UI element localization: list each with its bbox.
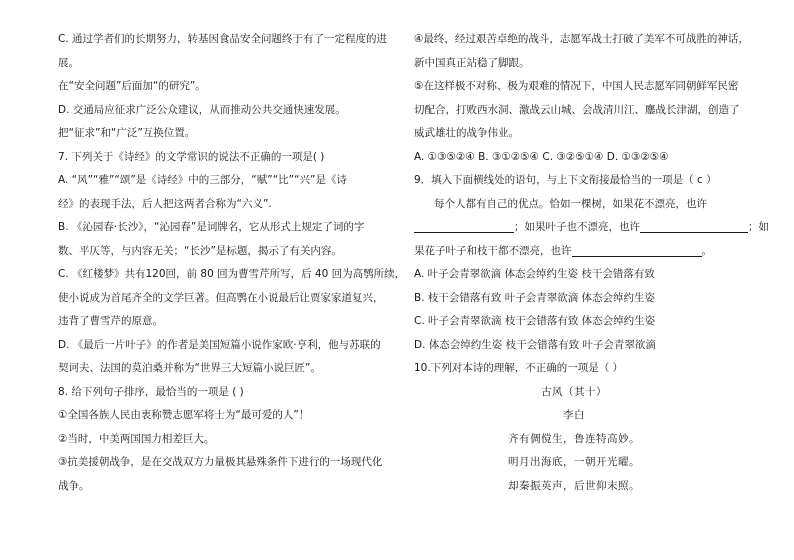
fill-blank-1[interactable]: [414, 219, 514, 233]
q9-passage-text: 。: [701, 244, 712, 257]
q9-option-a: A. 叶子会青翠欲滴 体态会绰约生姿 枝干会错落有致: [414, 268, 655, 280]
q9-option-b: B. 枝干会错落有致 叶子会青翠欲滴 体态会绰约生姿: [414, 291, 656, 304]
poem-author: 李白: [563, 409, 585, 421]
q8-answer-options: A. ①③⑤②④ B. ③①②⑤④ C. ③②⑤①④ D. ①③②⑤④: [414, 150, 669, 163]
poem-title: 古风（其十）: [541, 385, 607, 398]
poem-line: 明月出海底，一朝开光曜。: [508, 456, 640, 468]
poem-line: 却秦振英声，后世仰末照。: [508, 479, 640, 492]
q8-sentence-5: 切配合，打败西水洞、激战云山城、会战清川江、鏖战长津湖，创造了: [414, 103, 740, 116]
q7-option-d: D. 《最后一片叶子》的作者是美国短篇小说作家欧·亨利，他与苏联的: [58, 338, 381, 351]
q8-sentence-3: 战争。: [58, 479, 90, 492]
q9-passage-text: 果花子叶子和枝干都不漂亮，也许: [414, 244, 572, 257]
q7-option-b: B. 《沁园春·长沙》，“沁园春”是词牌名，它从形式上规定了词的字: [58, 221, 365, 233]
correction-text: 在“安全问题”后面加“的研究”。: [58, 80, 206, 92]
option-c-line: 展。: [58, 56, 79, 69]
fill-blank-2[interactable]: [640, 219, 748, 233]
question-9-stem: 9．填入下面横线处的语句，与上下文衔接最恰当的一项是（ c ）: [414, 174, 717, 186]
q7-option-a: 经》的表现手法，后人把这两者合称为“六义”.: [58, 197, 272, 210]
poem-line: 齐有倜傥生，鲁连特高妙。: [508, 432, 640, 445]
q8-sentence-2: ②当时，中美两国国力相差巨大。: [58, 432, 215, 445]
q7-option-d: 契诃夫、法国的莫泊桑并称为“世界三大短篇小说巨匠”。: [58, 362, 321, 374]
right-column: [414, 28, 769, 498]
left-column: [58, 28, 406, 498]
q8-sentence-5: ⑤在这样极不对称、极为艰难的情况下，中国人民志愿军同朝鲜军民密: [414, 80, 739, 92]
q8-sentence-3: ③抗美援朝战争，是在交战双方力量极其悬殊条件下进行的一场现代化: [58, 456, 383, 468]
q8-sentence-4: 新中国真正站稳了脚跟。: [414, 56, 530, 69]
q7-option-c: C. 《红楼梦》共有120回，前 80 回为曹雪芹所写，后 40 回为高鹗所续，: [58, 268, 406, 280]
option-d-line: D. 交通局应征求广泛公众建议，从而推动公共交通快速发展。: [58, 103, 346, 116]
q8-sentence-4: ④最终，经过艰苦卓绝的战斗，志愿军战士打破了美军不可战胜的神话，: [414, 33, 749, 45]
option-c-line: C. 通过学者们的长期努力，转基因食品安全问题终于有了一定程度的进: [58, 33, 388, 45]
q9-passage: [414, 216, 769, 240]
correction-text: 把“征求”和“广泛”互换位置。: [58, 127, 196, 139]
q8-sentence-1: ①全国各族人民由衷称赞志愿军将士为“最可爱的人”！: [58, 409, 310, 421]
q9-passage: [414, 240, 734, 264]
q8-sentence-5: 威武雄壮的战争伟业。: [414, 127, 519, 139]
question-7-stem: 7. 下列关于《诗经》的文学常识的说法不正确的一项是( ): [58, 150, 325, 163]
q9-option-c: C. 叶子会青翠欲滴 枝干会错落有致 体态会绰约生姿: [414, 315, 656, 327]
q9-passage-text: ；如果叶子也不漂亮，也许: [514, 221, 640, 233]
q9-passage-text: ；如: [748, 221, 769, 233]
q9-passage: 每个人都有自己的优点。恰如一棵树，如果花不漂亮，也许: [434, 197, 707, 210]
q7-option-c: 违背了曹雪芹的原意。: [58, 315, 163, 327]
q7-option-a: A. “风”“雅”“颂”是《诗经》中的三部分，“赋”“比”“兴”是《诗: [58, 174, 347, 186]
question-10-stem: 10.下列对本诗的理解，不正确的一项是（ ）: [414, 362, 624, 374]
q7-option-c: 使小说成为首尾齐全的文学巨著。但高鹗在小说最后让贾家家道复兴，: [58, 291, 384, 304]
question-8-stem: 8. 给下列句子排序，最恰当的一项是 ( ): [58, 385, 244, 398]
q7-option-b: 数、平仄等，与内容无关；“长沙”是标题，揭示了有关内容。: [58, 244, 342, 257]
fill-blank-3[interactable]: [572, 243, 702, 257]
q9-option-d: D. 体态会绰约生姿 枝干会错落有致 叶子会青翠欲滴: [414, 338, 656, 351]
